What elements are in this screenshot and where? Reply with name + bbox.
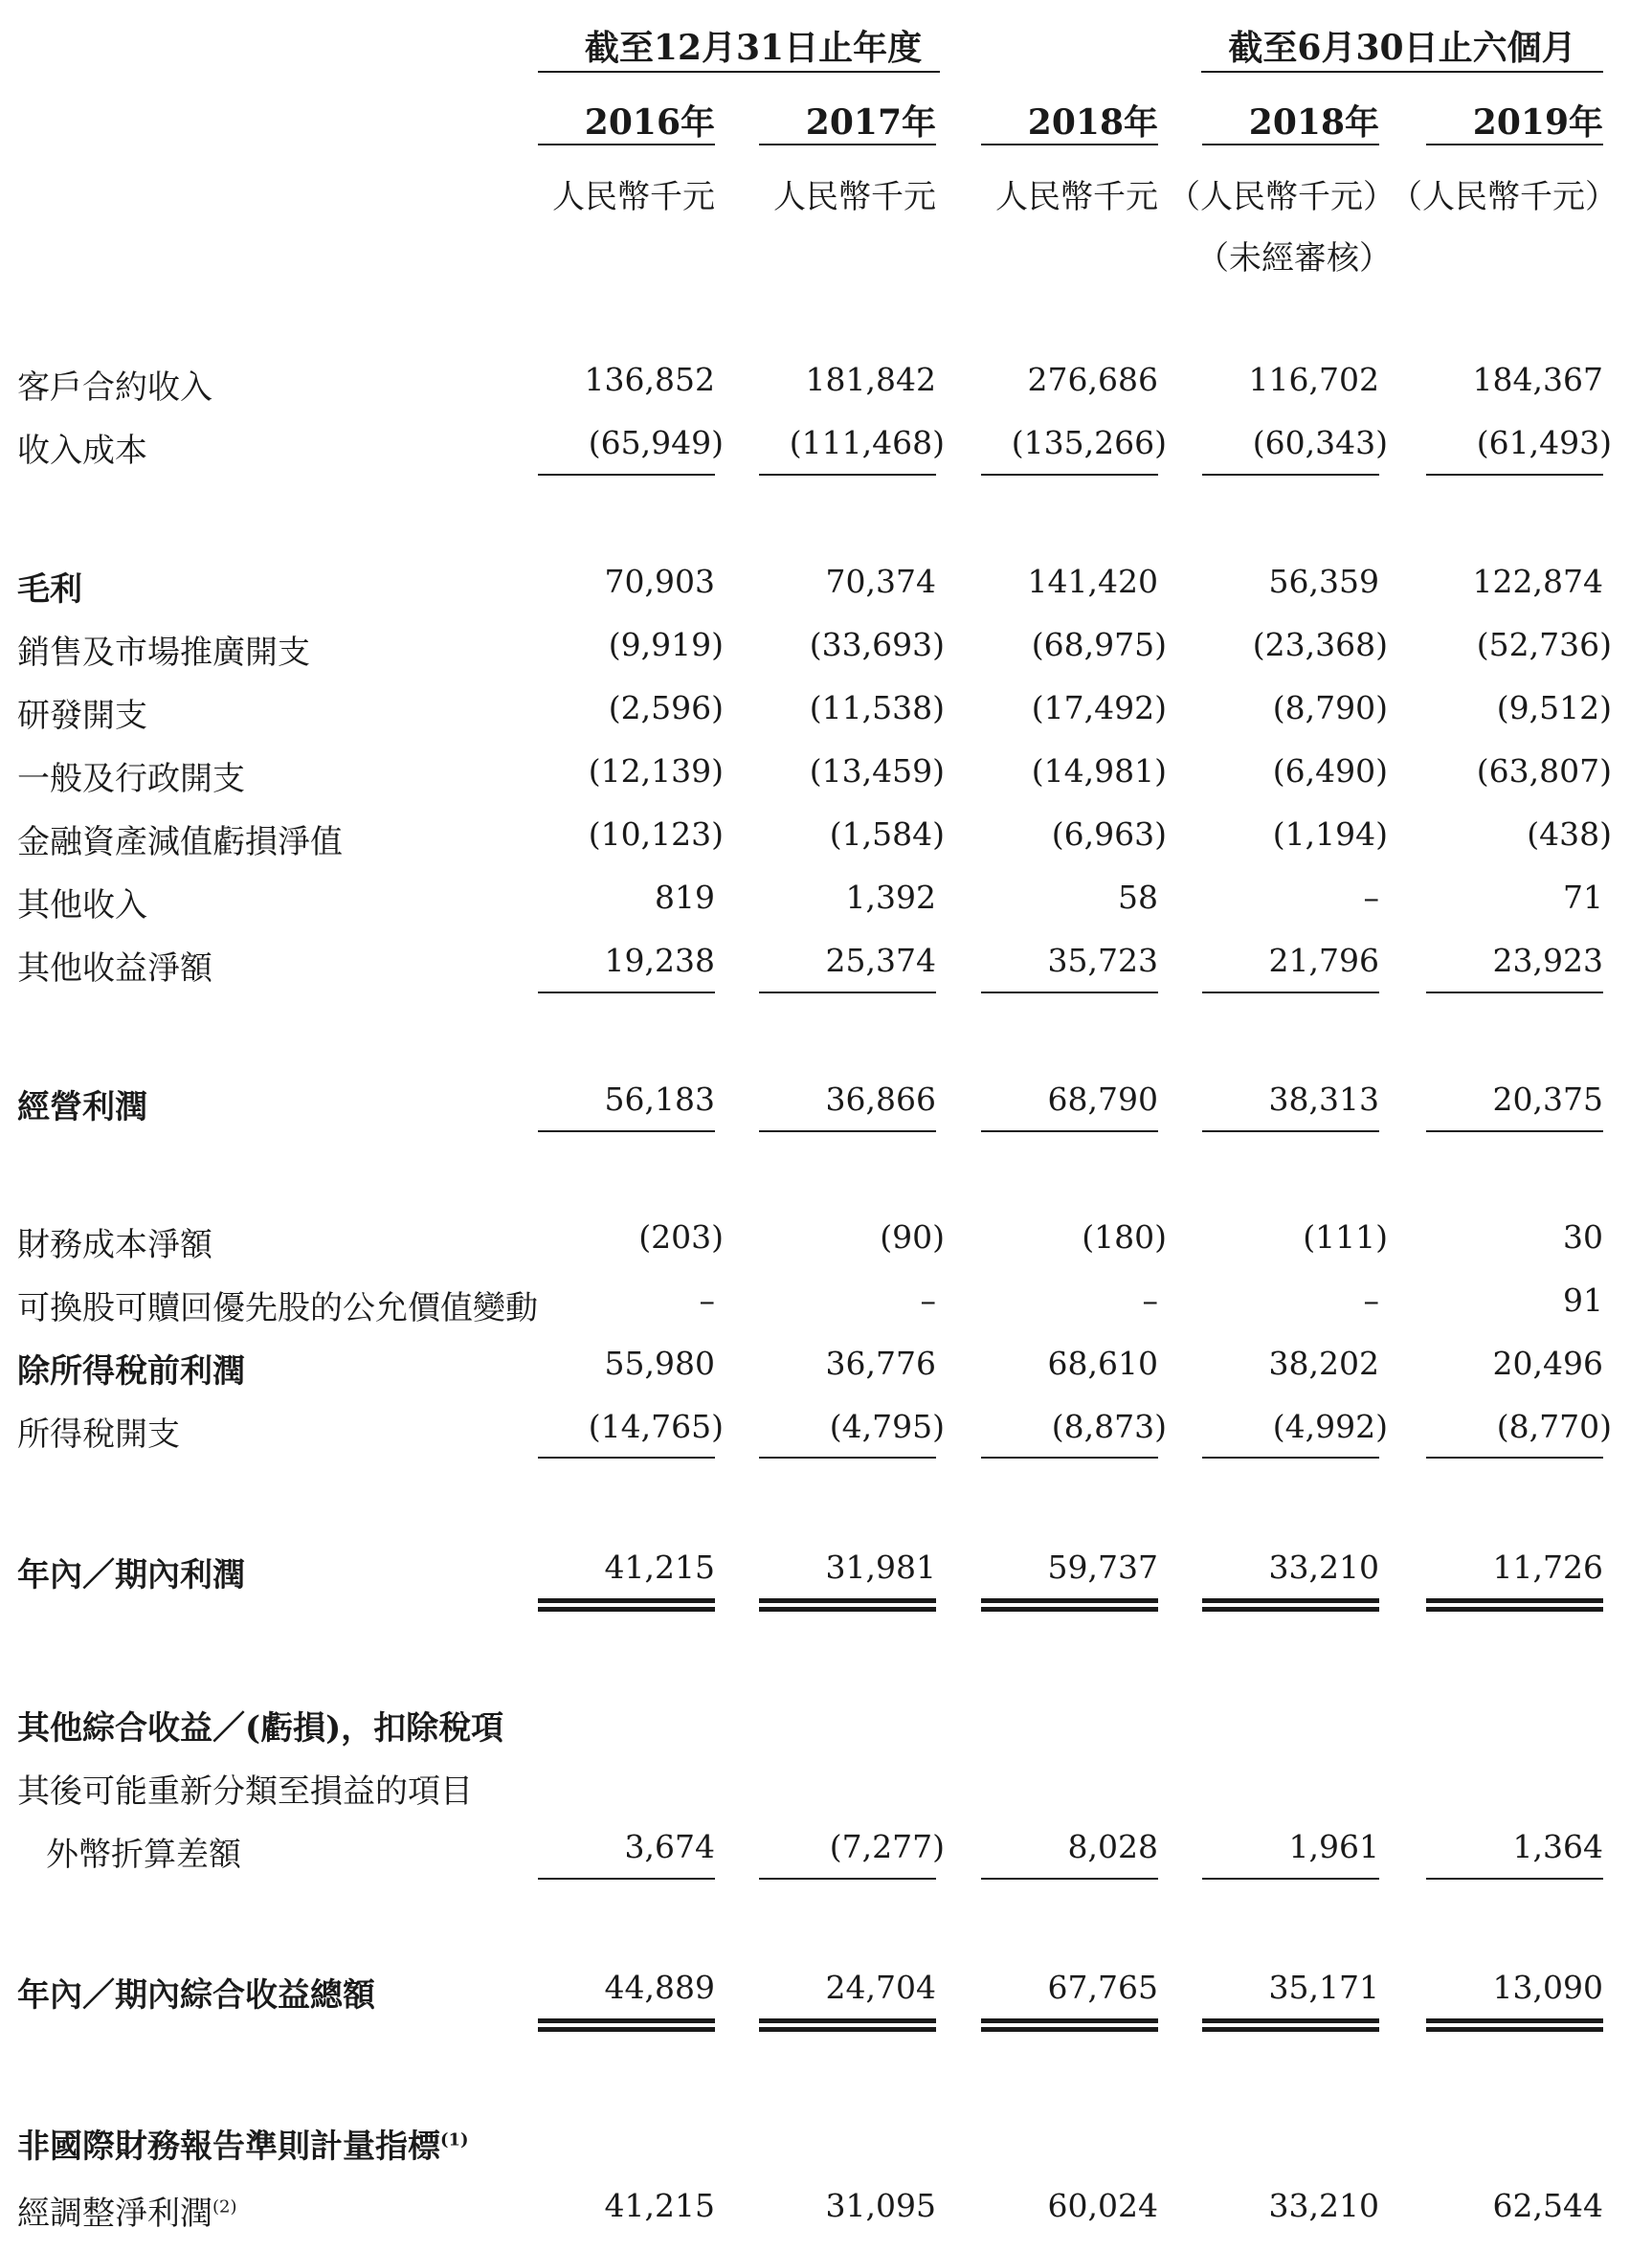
- value-cell: (6,963): [1051, 815, 1167, 853]
- value-cell: 36,776: [825, 1345, 936, 1382]
- value-cell: 31,095: [825, 2187, 936, 2224]
- group-rule-fiscal: [538, 71, 940, 73]
- subtotal-rule: [538, 1878, 715, 1880]
- value-cell: (1,194): [1272, 815, 1388, 853]
- value-cell: (4,992): [1272, 1408, 1388, 1445]
- value-cell: (10,123): [588, 815, 724, 853]
- year-rule-1: [538, 144, 715, 145]
- row-label-adjusted-net-profit: 經調整淨利潤$^{(2)}$: [17, 2195, 237, 2233]
- value-cell: (23,368): [1252, 626, 1388, 663]
- value-cell: –: [699, 1282, 715, 1319]
- row-label-other-income: 其他收入: [17, 886, 147, 925]
- value-cell: 33,210: [1268, 1549, 1379, 1586]
- value-cell: –: [1363, 1282, 1379, 1319]
- row-label-oci-heading: 其他綜合收益／(虧損)，扣除稅項: [17, 1709, 504, 1748]
- unit-header-5: （人民幣千元）: [1390, 178, 1618, 216]
- value-cell: (7,277): [829, 1828, 945, 1865]
- unit-header-4: （人民幣千元）: [1168, 178, 1395, 216]
- year-rule-5: [1426, 144, 1603, 145]
- subtotal-rule: [759, 992, 936, 993]
- subtotal-rule: [1426, 1130, 1603, 1132]
- row-label-other-gains: 其他收益淨額: [17, 949, 212, 988]
- row-label-non-ifrs-heading: 非國際財務報告準則計量指標$^{(1)}$: [17, 2128, 469, 2166]
- subtotal-rule: [1426, 474, 1603, 476]
- row-label-income-tax: 所得稅開支: [17, 1415, 180, 1454]
- value-cell: (135,266): [1011, 424, 1167, 461]
- row-label-operating-profit: 經營利潤: [17, 1088, 147, 1126]
- value-cell: 62,544: [1492, 2187, 1603, 2224]
- value-cell: 31,981: [825, 1549, 936, 1586]
- column-group-fiscal-year: 截至12月31日止年度: [584, 28, 923, 68]
- value-cell: (61,493): [1476, 424, 1612, 461]
- unaudited-note: （未經審核）: [1196, 239, 1392, 278]
- value-cell: (14,981): [1031, 752, 1167, 790]
- row-label-profit-for-period: 年內／期內利潤: [17, 1556, 245, 1594]
- value-cell: 19,238: [604, 942, 715, 979]
- subtotal-rule: [1202, 992, 1379, 993]
- value-cell: (65,949): [588, 424, 724, 461]
- value-cell: 68,790: [1047, 1081, 1158, 1118]
- value-cell: 35,723: [1047, 942, 1158, 979]
- value-cell: (13,459): [809, 752, 945, 790]
- value-cell: 44,889: [604, 1969, 715, 2006]
- subtotal-rule: [759, 1878, 936, 1880]
- value-cell: (8,790): [1272, 689, 1388, 726]
- value-cell: 24,704: [825, 1969, 936, 2006]
- value-cell: (63,807): [1476, 752, 1612, 790]
- subtotal-rule: [759, 1130, 936, 1132]
- value-cell: 122,874: [1472, 563, 1603, 600]
- value-cell: (9,919): [608, 626, 724, 663]
- total-double-rule: [538, 2018, 715, 2032]
- subtotal-rule: [538, 1457, 715, 1459]
- subtotal-rule: [759, 1457, 936, 1459]
- value-cell: 41,215: [604, 2187, 715, 2224]
- value-cell: 116,702: [1248, 361, 1379, 398]
- value-cell: 38,313: [1268, 1081, 1379, 1118]
- row-label-gross-profit: 毛利: [17, 570, 82, 609]
- subtotal-rule: [1202, 1457, 1379, 1459]
- value-cell: 41,215: [604, 1549, 715, 1586]
- value-cell: 36,866: [825, 1081, 936, 1118]
- value-cell: 184,367: [1472, 361, 1603, 398]
- value-cell: (14,765): [588, 1408, 724, 1445]
- row-label-fx-translation: 外幣折算差額: [46, 1836, 241, 1874]
- total-double-rule: [981, 1598, 1158, 1612]
- value-cell: 1,364: [1512, 1828, 1603, 1865]
- subtotal-rule: [1426, 1878, 1603, 1880]
- year-rule-3: [981, 144, 1158, 145]
- value-cell: 136,852: [584, 361, 715, 398]
- value-cell: 33,210: [1268, 2187, 1379, 2224]
- value-cell: 58: [1118, 879, 1158, 916]
- value-cell: (6,490): [1272, 752, 1388, 790]
- value-cell: 59,737: [1047, 1549, 1158, 1586]
- subtotal-rule: [1426, 992, 1603, 993]
- year-header-4: 2018年: [1248, 102, 1379, 143]
- row-label-profit-before-tax: 除所得稅前利潤: [17, 1352, 245, 1391]
- total-double-rule: [1426, 2018, 1603, 2032]
- value-cell: 38,202: [1268, 1345, 1379, 1382]
- total-double-rule: [759, 1598, 936, 1612]
- subtotal-rule: [1426, 1457, 1603, 1459]
- value-cell: (12,139): [588, 752, 724, 790]
- row-label-total-comprehensive: 年內／期內綜合收益總額: [17, 1976, 375, 2015]
- subtotal-rule: [981, 474, 1158, 476]
- value-cell: (68,975): [1031, 626, 1167, 663]
- value-cell: 30: [1563, 1218, 1603, 1256]
- value-cell: 91: [1563, 1282, 1603, 1319]
- row-label-rd-expenses: 研發開支: [17, 697, 147, 735]
- value-cell: 11,726: [1492, 1549, 1603, 1586]
- total-double-rule: [981, 2018, 1158, 2032]
- value-cell: (438): [1527, 815, 1612, 853]
- value-cell: –: [1363, 879, 1379, 916]
- value-cell: 819: [655, 879, 715, 916]
- subtotal-rule: [981, 1130, 1158, 1132]
- value-cell: 23,923: [1492, 942, 1603, 979]
- row-label-impairment: 金融資產減值虧損淨值: [17, 823, 343, 861]
- year-header-2: 2017年: [805, 102, 936, 143]
- row-label-cost-of-revenue: 收入成本: [17, 432, 147, 470]
- value-cell: (1,584): [829, 815, 945, 853]
- value-cell: 1,392: [845, 879, 936, 916]
- value-cell: (33,693): [809, 626, 945, 663]
- value-cell: –: [920, 1282, 936, 1319]
- year-rule-4: [1202, 144, 1379, 145]
- value-cell: 141,420: [1027, 563, 1158, 600]
- value-cell: (9,512): [1496, 689, 1612, 726]
- value-cell: (4,795): [829, 1408, 945, 1445]
- unit-header-3: 人民幣千元: [995, 178, 1158, 216]
- value-cell: (8,770): [1496, 1408, 1612, 1445]
- value-cell: (2,596): [608, 689, 724, 726]
- value-cell: (60,343): [1252, 424, 1388, 461]
- value-cell: 67,765: [1047, 1969, 1158, 2006]
- subtotal-rule: [538, 474, 715, 476]
- value-cell: (11,538): [809, 689, 945, 726]
- column-group-six-months: 截至6月30日止六個月: [1228, 28, 1576, 68]
- row-label-admin-expenses: 一般及行政開支: [17, 760, 245, 798]
- subtotal-rule: [1202, 474, 1379, 476]
- value-cell: (90): [880, 1218, 945, 1256]
- value-cell: 71: [1563, 879, 1603, 916]
- value-cell: (203): [638, 1218, 724, 1256]
- subtotal-rule: [538, 992, 715, 993]
- total-double-rule: [538, 1598, 715, 1612]
- subtotal-rule: [981, 1457, 1158, 1459]
- value-cell: –: [1142, 1282, 1158, 1319]
- value-cell: 35,171: [1268, 1969, 1379, 2006]
- value-cell: 21,796: [1268, 942, 1379, 979]
- unit-header-2: 人民幣千元: [773, 178, 936, 216]
- value-cell: 20,375: [1492, 1081, 1603, 1118]
- total-double-rule: [1202, 1598, 1379, 1612]
- row-label-finance-costs: 財務成本淨額: [17, 1226, 212, 1264]
- value-cell: 181,842: [805, 361, 936, 398]
- year-header-3: 2018年: [1027, 102, 1158, 143]
- value-cell: (111,468): [789, 424, 945, 461]
- subtotal-rule: [981, 992, 1158, 993]
- total-double-rule: [1202, 2018, 1379, 2032]
- value-cell: 20,496: [1492, 1345, 1603, 1382]
- value-cell: (17,492): [1031, 689, 1167, 726]
- year-header-5: 2019年: [1472, 102, 1603, 143]
- row-label-reclassify-heading: 其後可能重新分類至損益的項目: [17, 1772, 473, 1811]
- value-cell: (52,736): [1476, 626, 1612, 663]
- value-cell: 60,024: [1047, 2187, 1158, 2224]
- value-cell: 56,183: [604, 1081, 715, 1118]
- row-label-fair-value-change: 可換股可贖回優先股的公允價值變動: [17, 1289, 538, 1327]
- value-cell: 70,903: [604, 563, 715, 600]
- value-cell: 8,028: [1067, 1828, 1158, 1865]
- value-cell: 55,980: [604, 1345, 715, 1382]
- total-double-rule: [1426, 1598, 1603, 1612]
- row-label-revenue: 客戶合約收入: [17, 368, 212, 407]
- value-cell: 13,090: [1492, 1969, 1603, 2006]
- value-cell: (180): [1082, 1218, 1167, 1256]
- value-cell: 1,961: [1288, 1828, 1379, 1865]
- value-cell: (8,873): [1051, 1408, 1167, 1445]
- value-cell: 68,610: [1047, 1345, 1158, 1382]
- value-cell: 276,686: [1027, 361, 1158, 398]
- value-cell: 70,374: [825, 563, 936, 600]
- year-header-1: 2016年: [584, 102, 715, 143]
- subtotal-rule: [538, 1130, 715, 1132]
- unit-header-1: 人民幣千元: [552, 178, 715, 216]
- total-double-rule: [759, 2018, 936, 2032]
- value-cell: (111): [1303, 1218, 1388, 1256]
- value-cell: 25,374: [825, 942, 936, 979]
- subtotal-rule: [759, 474, 936, 476]
- value-cell: 56,359: [1268, 563, 1379, 600]
- group-rule-six-months: [1201, 71, 1603, 73]
- value-cell: 3,674: [624, 1828, 715, 1865]
- subtotal-rule: [981, 1878, 1158, 1880]
- subtotal-rule: [1202, 1130, 1379, 1132]
- row-label-selling-expenses: 銷售及市場推廣開支: [17, 634, 310, 672]
- subtotal-rule: [1202, 1878, 1379, 1880]
- year-rule-2: [759, 144, 936, 145]
